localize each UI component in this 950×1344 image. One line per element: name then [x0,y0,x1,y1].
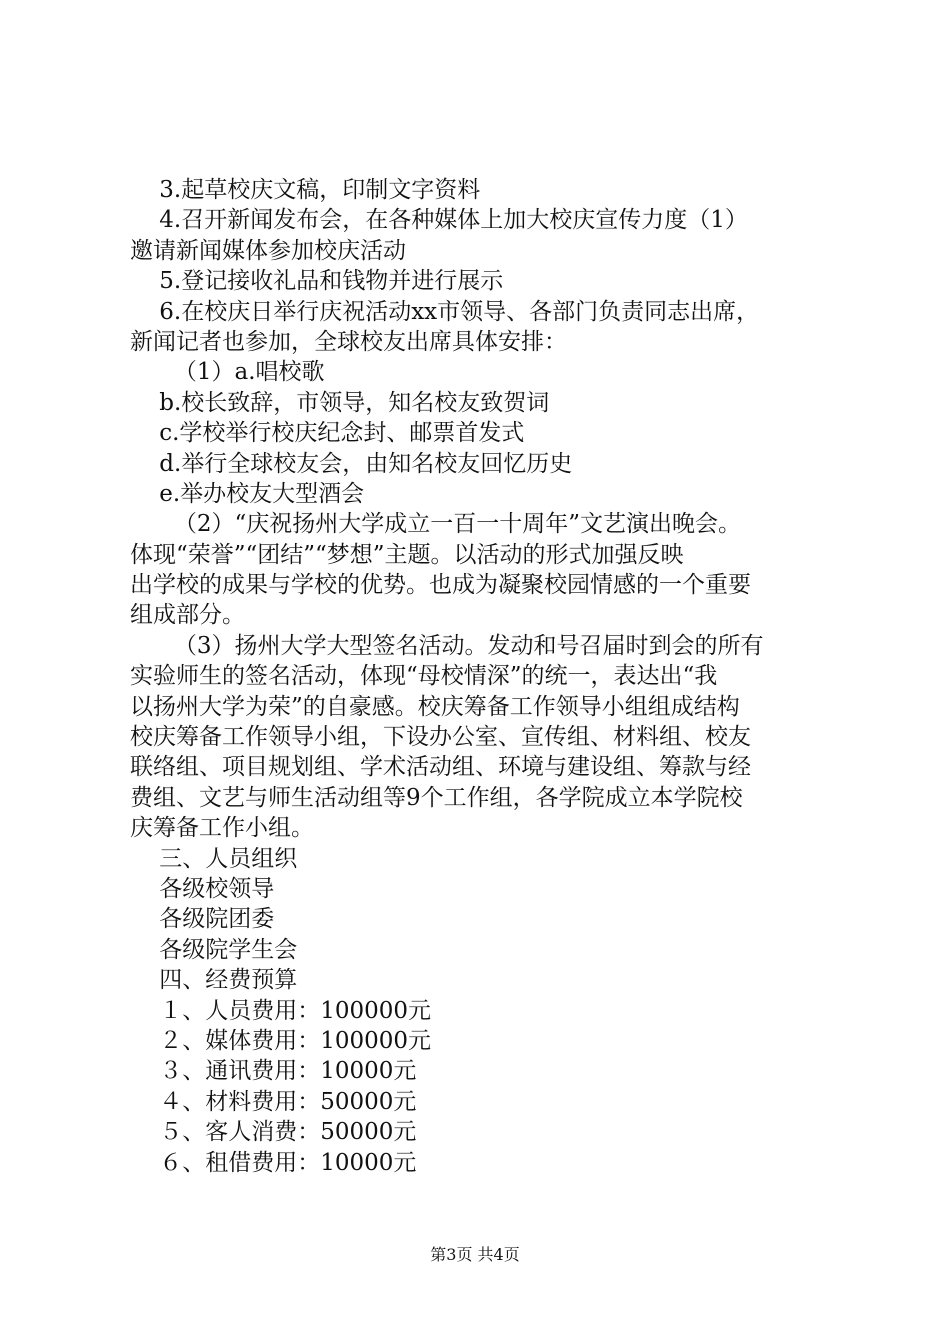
budget-item: ６、租借费用：10000元 [130,1149,417,1176]
document-body [130,175,845,1178]
text-line: 4.召开新闻发布会，在各种媒体上加大校庆宣传力度（1） [130,207,748,234]
text-line: 校庆筹备工作领导小组，下设办公室、宣传组、材料组、校友 [130,724,751,751]
text-line: （1）a.唱校歌 [130,359,325,386]
text-line: 庆筹备工作小组。 [130,815,314,842]
section-heading: 三、人员组织 [130,845,298,872]
text-line: d.举行全球校友会，由知名校友回忆历史 [130,450,573,477]
text-line: 联络组、项目规划组、学术活动组、环境与建设组、筹款与经 [130,754,751,781]
text-line: 各级校领导 [130,875,275,902]
text-line: 新闻记者也参加，全球校友出席具体安排： [130,328,567,355]
text-line: （3）扬州大学大型签名活动。发动和号召届时到会的所有 [130,632,764,659]
text-line: c.学校举行校庆纪念封、邮票首发式 [130,420,525,447]
text-line: e.举办校友大型酒会 [130,480,365,507]
section-heading: 四、经费预算 [130,967,298,994]
text-line: 实验师生的签名活动，体现“母校情深”的统一，表达出“我 [130,663,718,690]
text-line: 出学校的成果与学校的优势。也成为凝聚校园情感的一个重要 [130,572,751,599]
text-line: （2）“庆祝扬州大学成立一百一十周年”文艺演出晚会。 [130,511,742,538]
text-line: 体现“荣誉”“团结”“梦想”主题。以活动的形式加强反映 [130,541,684,568]
budget-item: ５、客人消费：50000元 [130,1119,417,1146]
text-line: 6.在校庆日举行庆祝活动xx市领导、各部门负责同志出席， [130,298,760,325]
page-footer: 第3页 共4页 [430,1245,520,1264]
text-line: 组成部分。 [130,602,245,629]
budget-item: ４、材料费用：50000元 [130,1088,417,1115]
text-line: 费组、文艺与师生活动组等9个工作组，各学院成立本学院校 [130,784,743,811]
budget-item: １、人员费用：100000元 [130,997,432,1024]
text-line: 邀请新闻媒体参加校庆活动 [130,237,406,264]
budget-item: ２、媒体费用：100000元 [130,1027,432,1054]
text-line: 各级院团委 [130,906,275,933]
text-line: 各级院学生会 [130,936,298,963]
text-line: b.校长致辞，市领导，知名校友致贺词 [130,389,550,416]
text-line: 5.登记接收礼品和钱物并进行展示 [130,268,504,295]
budget-item: ３、通讯费用：10000元 [130,1058,417,1085]
text-line: 3.起草校庆文稿，印制文字资料 [130,177,481,203]
text-line: 以扬州大学为荣”的自豪感。校庆筹备工作领导小组组成结构 [130,693,740,720]
